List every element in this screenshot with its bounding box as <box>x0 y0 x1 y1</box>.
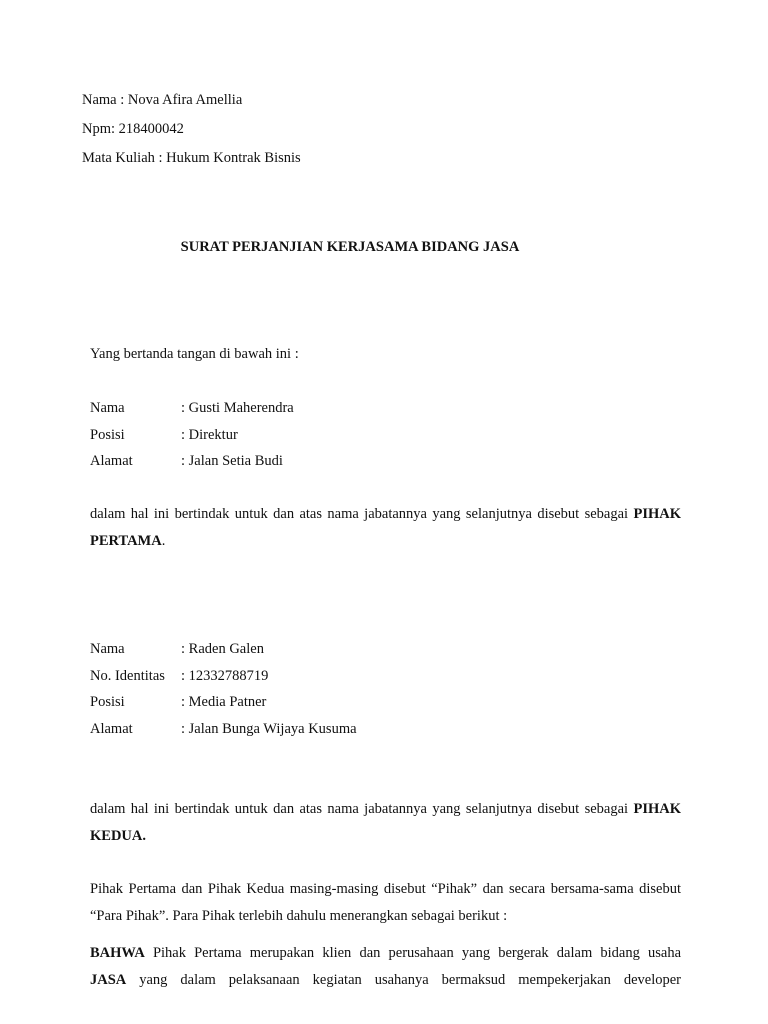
bahwa-line-2 <box>90 971 681 989</box>
bahwa-line-1 <box>90 944 681 962</box>
bahwa-line-1-text: Pihak Pertama merupakan klien dan perusahaan yang bergerak dalam bidang usaha <box>144 945 681 961</box>
party1-designation: PIHAK PERTAMA <box>90 506 681 549</box>
student-npm: Npm: 218400042 <box>82 121 184 137</box>
bahwa-line-2-text: yang dalam pelaksanaan kegiatan usahanya bermaksud mempekerjakan developer <box>126 972 681 988</box>
party2-value-nama: : Raden Galen <box>181 641 264 657</box>
party1-label-alamat: Alamat <box>90 453 133 469</box>
course-name: Mata Kuliah : Hukum Kontrak Bisnis <box>82 150 301 166</box>
bahwa-keyword: BAHWA <box>90 945 145 961</box>
intro-text: Yang bertanda tangan di bawah ini : <box>90 346 299 362</box>
party2-label-posisi: Posisi <box>90 694 125 710</box>
party2-value-alamat: : Jalan Bunga Wijaya Kusuma <box>181 721 357 737</box>
party2-designation: PIHAK KEDUA. <box>90 801 681 844</box>
para-pihak-paragraph: Pihak Pertama dan Pihak Kedua masing-masing disebut “Pihak” dan secara bersama-sama disebut “Para Pihak”. Para Pihak terlebih dahulu menerangkan sebagai berikut : <box>90 881 681 924</box>
jasa-keyword: JASA <box>90 972 127 988</box>
party2-label-identitas: No. Identitas <box>90 668 165 684</box>
party1-statement <box>90 501 681 555</box>
party2-value-posisi: : Media Patner <box>181 694 267 710</box>
party1-statement-text: dalam hal ini bertindak untuk dan atas nama jabatannya yang selanjutnya disebut sebagai <box>90 506 634 522</box>
student-name: Nama : Nova Afira Amellia <box>82 92 243 108</box>
party2-label-nama: Nama <box>90 641 125 657</box>
party1-value-nama: : Gusti Maherendra <box>181 400 294 416</box>
party1-value-posisi: : Direktur <box>181 427 238 443</box>
party1-statement-end: . <box>161 533 166 549</box>
party1-value-alamat: : Jalan Setia Budi <box>181 453 283 469</box>
party2-statement-text: dalam hal ini bertindak untuk dan atas nama jabatannya yang selanjutnya disebut sebagai <box>90 801 634 817</box>
party1-label-posisi: Posisi <box>90 427 125 443</box>
document-title: SURAT PERJANJIAN KERJASAMA BIDANG JASA <box>180 239 520 255</box>
party1-label-nama: Nama <box>90 400 125 416</box>
party2-label-alamat: Alamat <box>90 721 133 737</box>
party2-statement <box>90 796 681 850</box>
party2-value-identitas: : 12332788719 <box>181 668 269 684</box>
